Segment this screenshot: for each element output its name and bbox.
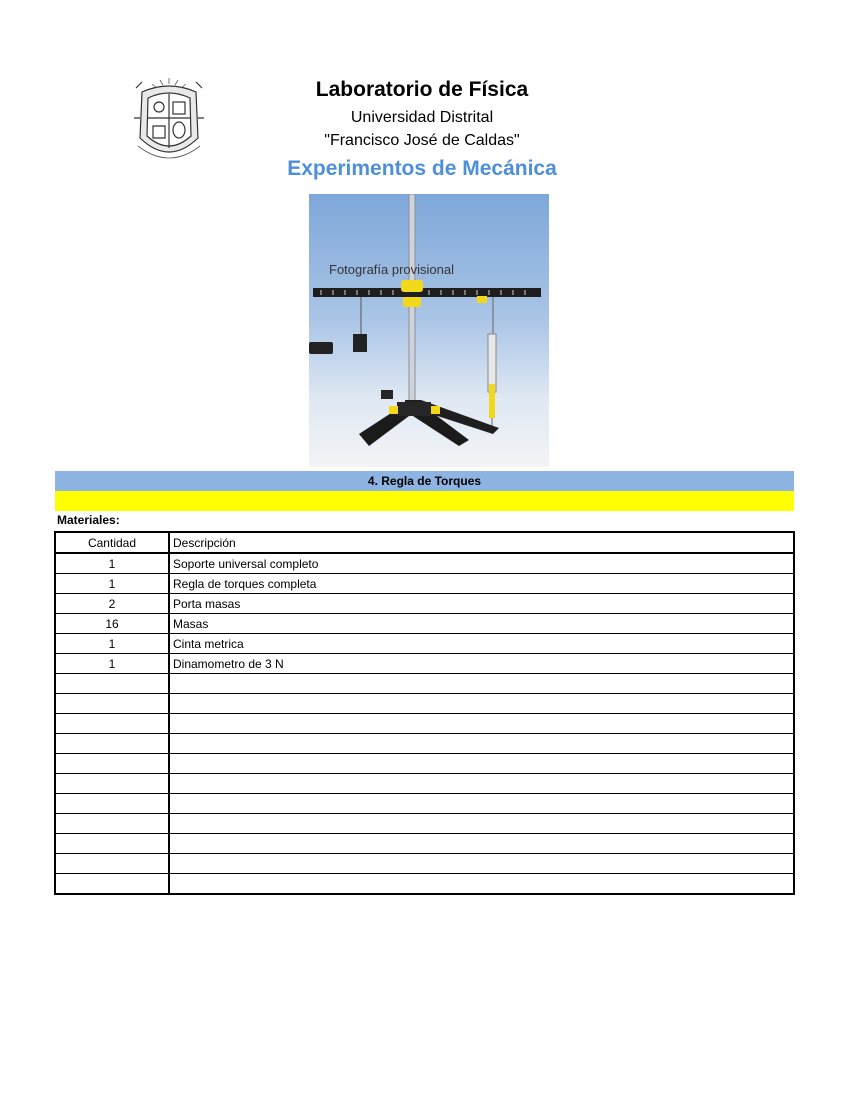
table-row	[55, 754, 794, 774]
description-cell: Masas	[169, 614, 794, 634]
section-title-bar: 4. Regla de Torques	[55, 471, 794, 491]
description-cell	[169, 714, 794, 734]
quantity-cell: 2	[55, 594, 169, 614]
description-cell	[169, 754, 794, 774]
table-row	[55, 674, 794, 694]
table-row	[55, 654, 794, 674]
quantity-cell	[55, 874, 169, 895]
quantity-cell	[55, 794, 169, 814]
quantity-cell	[55, 814, 169, 834]
description-cell: Soporte universal completo	[169, 553, 794, 574]
table-row	[55, 814, 794, 834]
quantity-cell	[55, 774, 169, 794]
quantity-cell	[55, 834, 169, 854]
description-cell	[169, 694, 794, 714]
column-header-quantity: Cantidad	[55, 532, 169, 553]
description-cell: Porta masas	[169, 594, 794, 614]
torque-apparatus-illustration	[309, 194, 549, 467]
table-header-row	[55, 532, 794, 553]
description-cell: Dinamometro de 3 N	[169, 654, 794, 674]
description-cell	[169, 854, 794, 874]
table-row	[55, 834, 794, 854]
quantity-cell: 1	[55, 553, 169, 574]
description-cell: Regla de torques completa	[169, 574, 794, 594]
table-row	[55, 714, 794, 734]
photo-caption: Fotografía provisional	[329, 262, 455, 277]
quantity-cell	[55, 754, 169, 774]
table-row	[55, 574, 794, 594]
quantity-cell	[55, 674, 169, 694]
description-cell	[169, 734, 794, 754]
description-cell	[169, 814, 794, 834]
quantity-cell: 16	[55, 614, 169, 634]
quantity-cell	[55, 854, 169, 874]
highlight-bar	[55, 491, 794, 511]
description-cell	[169, 834, 794, 854]
university-name-line: "Francisco José de Caldas"	[324, 132, 520, 149]
table-row	[55, 634, 794, 654]
apparatus-photo	[309, 194, 549, 467]
quantity-cell	[55, 734, 169, 754]
table-row	[55, 874, 794, 895]
table-row	[55, 734, 794, 754]
column-header-description: Descripción	[169, 532, 794, 553]
page-title: Laboratorio de Física	[315, 78, 529, 101]
quantity-cell: 1	[55, 654, 169, 674]
description-cell	[169, 674, 794, 694]
quantity-cell: 1	[55, 634, 169, 654]
quantity-cell	[55, 714, 169, 734]
description-cell	[169, 774, 794, 794]
experiments-heading: Experimentos de Mecánica	[287, 157, 557, 180]
quantity-cell	[55, 694, 169, 714]
quantity-cell: 1	[55, 574, 169, 594]
materials-label: Materiales:	[57, 513, 120, 527]
table-row	[55, 614, 794, 634]
description-cell: Cinta metrica	[169, 634, 794, 654]
university-line: Universidad Distrital	[350, 109, 494, 126]
table-row	[55, 694, 794, 714]
table-row	[55, 854, 794, 874]
description-cell	[169, 794, 794, 814]
materials-table	[54, 531, 795, 895]
table-row	[55, 774, 794, 794]
table-row	[55, 794, 794, 814]
table-row	[55, 594, 794, 614]
university-crest-logo	[132, 78, 206, 168]
table-row	[55, 553, 794, 574]
description-cell	[169, 874, 794, 895]
